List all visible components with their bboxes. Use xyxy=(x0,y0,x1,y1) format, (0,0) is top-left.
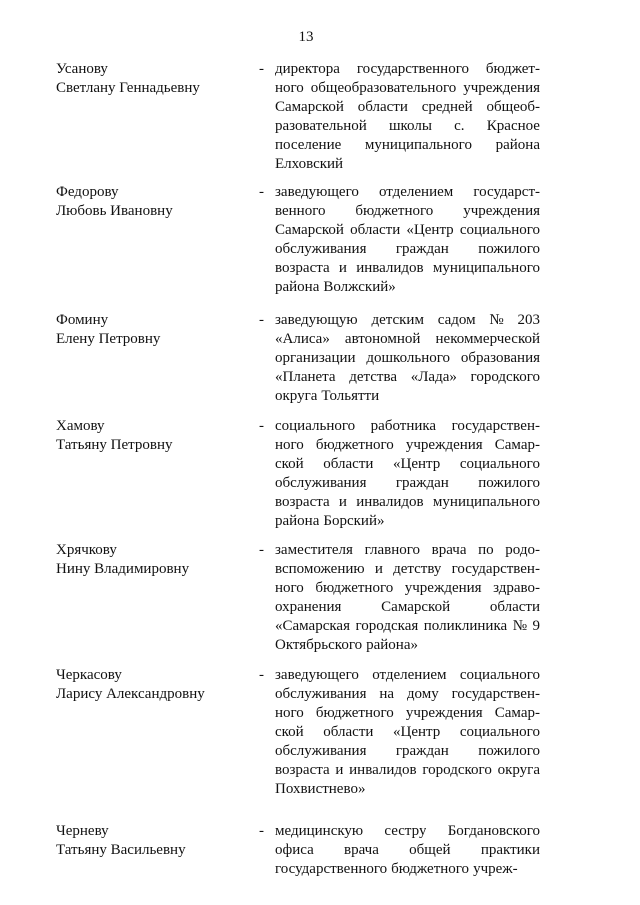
position-description xyxy=(275,183,540,297)
given-name: Ларису Александровну xyxy=(56,686,205,702)
description-line: ного общеобразовательного учреждения xyxy=(275,80,540,96)
description-line: ного бюджетного учреждения здраво- xyxy=(275,580,540,596)
surname: Черкасову xyxy=(56,667,122,683)
description-line: заведующего отделением государст- xyxy=(275,184,540,200)
person-name xyxy=(56,183,251,221)
description-line: Самарской области «Центр социального xyxy=(275,222,540,238)
description-line: ного бюджетного учреждения Самар- xyxy=(275,437,540,453)
description-line: социального работника государствен- xyxy=(275,418,540,434)
surname: Федорову xyxy=(56,184,119,200)
description-line: директора государственного бюджет- xyxy=(275,61,540,77)
description-line: венного бюджетного учреждения xyxy=(275,203,540,219)
dash-separator: - xyxy=(259,61,264,77)
description-line: обслуживания граждан пожилого xyxy=(275,743,540,759)
description-line: государственного бюджетного учреж- xyxy=(275,861,518,877)
description-line: округа Тольятти xyxy=(275,388,380,404)
given-name: Нину Владимировну xyxy=(56,561,190,577)
given-name: Любовь Ивановну xyxy=(56,203,173,219)
description-line: ской области «Центр социального xyxy=(275,456,540,472)
description-line: поселение муниципального района xyxy=(275,137,540,153)
description-line: «Самарская городская поликлиника № 9 xyxy=(275,618,540,634)
description-line: разовательной школы с. Красное xyxy=(275,118,540,134)
description-line: Октябрьского района» xyxy=(275,637,418,653)
position-description xyxy=(275,541,540,655)
description-line: организации дошкольного образования xyxy=(275,350,540,366)
person-name xyxy=(56,60,251,98)
description-line: возраста и инвалидов муниципального xyxy=(275,260,540,276)
description-line: ской области «Центр социального xyxy=(275,724,540,740)
dash-separator: - xyxy=(259,542,264,558)
description-line: «Планета детства «Лада» городского xyxy=(275,369,540,385)
description-line: района Волжский» xyxy=(275,279,396,295)
description-line: заведующего отделением социального xyxy=(275,667,540,683)
given-name: Елену Петровну xyxy=(56,331,161,347)
description-line: ного бюджетного учреждения Самар- xyxy=(275,705,540,721)
person-name xyxy=(56,541,251,579)
given-name: Светлану Геннадьевну xyxy=(56,80,200,96)
given-name: Татьяну Васильевну xyxy=(56,842,186,858)
position-description xyxy=(275,311,540,406)
description-line: Похвистнево» xyxy=(275,781,366,797)
description-line: района Борский» xyxy=(275,513,385,529)
description-line: вспоможению и детству государствен- xyxy=(275,561,540,577)
position-description xyxy=(275,417,540,531)
person-name xyxy=(56,666,251,704)
dash-separator: - xyxy=(259,184,264,200)
description-line: Самарской области средней общеоб- xyxy=(275,99,540,115)
description-line: медицинскую сестру Богдановского xyxy=(275,823,540,839)
dash-separator: - xyxy=(259,667,264,683)
surname: Хрячкову xyxy=(56,542,117,558)
description-line: офиса врача общей практики xyxy=(275,842,540,858)
position-description xyxy=(275,822,540,879)
person-name xyxy=(56,822,251,860)
description-line: возраста и инвалидов городского округа xyxy=(275,762,540,778)
description-line: возраста и инвалидов муниципального xyxy=(275,494,540,510)
description-line: обслуживания граждан пожилого xyxy=(275,475,540,491)
surname: Черневу xyxy=(56,823,109,839)
person-name xyxy=(56,311,251,349)
surname: Фомину xyxy=(56,312,109,328)
description-line: обслуживания на дому государствен- xyxy=(275,686,540,702)
description-line: Елховский xyxy=(275,156,344,172)
description-line: «Алиса» автономной некоммерческой xyxy=(275,331,540,347)
dash-separator: - xyxy=(259,823,264,839)
position-description xyxy=(275,666,540,799)
description-line: заведующую детским садом № 203 xyxy=(275,312,540,328)
description-line: заместителя главного врача по родо- xyxy=(275,542,540,558)
page-number: 13 xyxy=(298,29,314,45)
dash-separator: - xyxy=(259,418,264,434)
description-line: охранения Самарской области xyxy=(275,599,540,615)
person-name xyxy=(56,417,251,455)
position-description xyxy=(275,60,540,174)
given-name: Татьяну Петровну xyxy=(56,437,173,453)
surname: Хамову xyxy=(56,418,105,434)
surname: Усанову xyxy=(56,61,108,77)
description-line: обслуживания граждан пожилого xyxy=(275,241,540,257)
dash-separator: - xyxy=(259,312,264,328)
